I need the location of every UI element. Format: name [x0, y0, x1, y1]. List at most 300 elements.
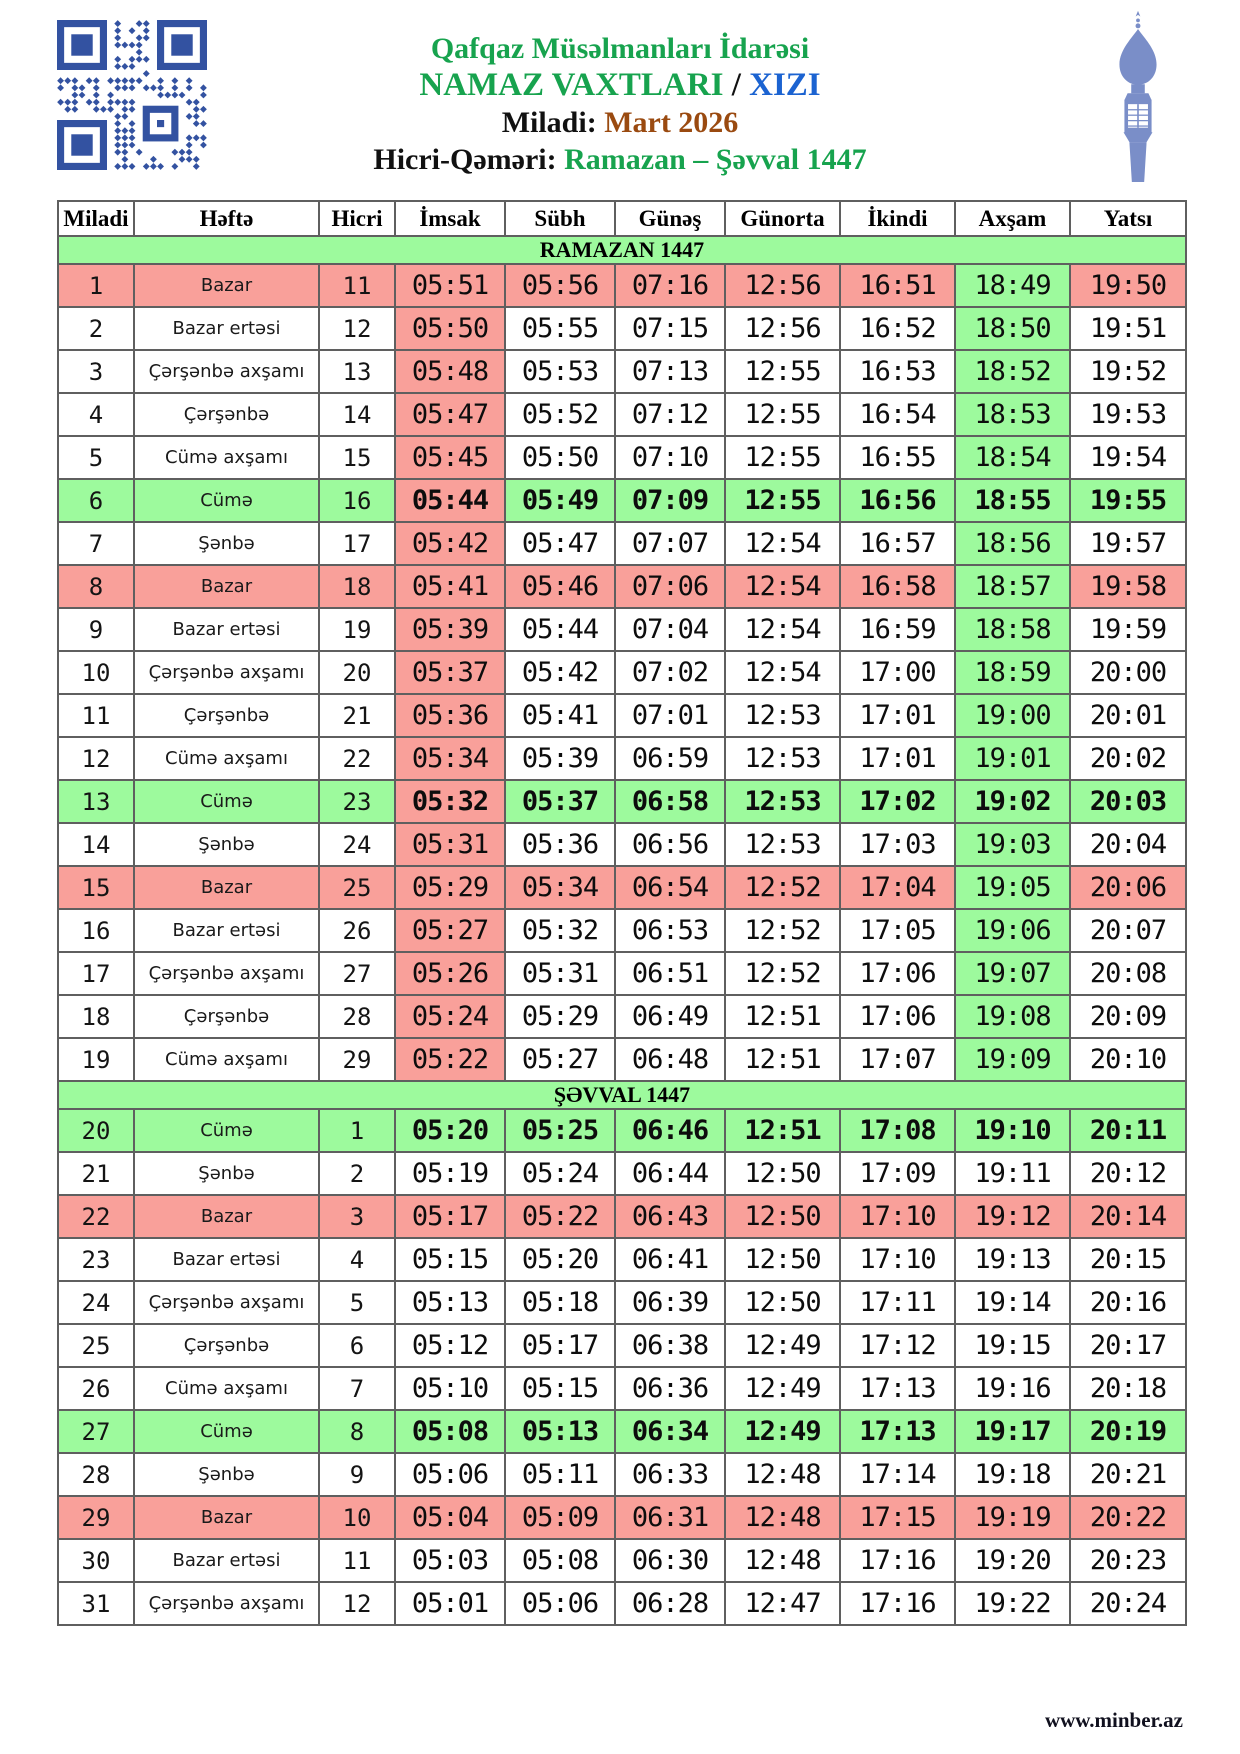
- time-cell: 05:47: [505, 522, 615, 565]
- section-title: ŞƏVVAL 1447: [58, 1081, 1186, 1109]
- time-cell: 05:24: [505, 1152, 615, 1195]
- hicri-line: [220, 141, 1020, 178]
- time-cell: 16:57: [840, 522, 955, 565]
- miladi-cell: 10: [58, 651, 134, 694]
- weekday-cell: Cümə axşamı: [134, 737, 319, 780]
- miladi-cell: 13: [58, 780, 134, 823]
- time-cell: 05:50: [395, 307, 505, 350]
- time-cell: 05:49: [505, 479, 615, 522]
- time-cell: 12:51: [725, 1109, 840, 1152]
- table-row: [58, 1238, 1186, 1281]
- weekday-cell: Şənbə: [134, 522, 319, 565]
- time-cell: 07:13: [615, 350, 725, 393]
- table-row: [58, 780, 1186, 823]
- time-cell: 20:17: [1070, 1324, 1186, 1367]
- page-header: [0, 0, 1240, 200]
- time-cell: 17:12: [840, 1324, 955, 1367]
- hicri-cell: 6: [319, 1324, 395, 1367]
- header-titles: [220, 30, 1020, 178]
- time-cell: 19:15: [955, 1324, 1070, 1367]
- time-cell: 19:16: [955, 1367, 1070, 1410]
- time-cell: 06:58: [615, 780, 725, 823]
- time-cell: 05:36: [505, 823, 615, 866]
- time-cell: 05:11: [505, 1453, 615, 1496]
- title-separator: /: [723, 67, 750, 103]
- time-cell: 06:31: [615, 1496, 725, 1539]
- time-cell: 05:32: [395, 780, 505, 823]
- time-cell: 05:27: [395, 909, 505, 952]
- weekday-cell: Cümə: [134, 479, 319, 522]
- miladi-cell: 6: [58, 479, 134, 522]
- miladi-cell: 29: [58, 1496, 134, 1539]
- miladi-cell: 26: [58, 1367, 134, 1410]
- weekday-cell: Cümə axşamı: [134, 436, 319, 479]
- time-cell: 05:52: [505, 393, 615, 436]
- time-cell: 05:17: [505, 1324, 615, 1367]
- time-cell: 12:55: [725, 479, 840, 522]
- time-cell: 19:19: [955, 1496, 1070, 1539]
- time-cell: 05:53: [505, 350, 615, 393]
- time-cell: 16:51: [840, 264, 955, 307]
- hicri-label: Hicri-Qəməri:: [373, 143, 565, 176]
- time-cell: 20:10: [1070, 1038, 1186, 1081]
- time-cell: 12:54: [725, 565, 840, 608]
- miladi-cell: 15: [58, 866, 134, 909]
- time-cell: 12:54: [725, 522, 840, 565]
- time-cell: 06:41: [615, 1238, 725, 1281]
- miladi-cell: 7: [58, 522, 134, 565]
- time-cell: 12:49: [725, 1324, 840, 1367]
- weekday-cell: Bazar: [134, 866, 319, 909]
- time-cell: 06:34: [615, 1410, 725, 1453]
- time-cell: 12:50: [725, 1281, 840, 1324]
- time-cell: 19:02: [955, 780, 1070, 823]
- time-cell: 20:24: [1070, 1582, 1186, 1625]
- table-row: [58, 909, 1186, 952]
- miladi-line: [220, 104, 1020, 141]
- column-header-row: [58, 201, 1186, 236]
- time-cell: 05:50: [505, 436, 615, 479]
- time-cell: 06:28: [615, 1582, 725, 1625]
- time-cell: 20:08: [1070, 952, 1186, 995]
- time-cell: 20:09: [1070, 995, 1186, 1038]
- column-header: İkindi: [840, 201, 955, 236]
- time-cell: 05:29: [505, 995, 615, 1038]
- weekday-cell: Bazar ertəsi: [134, 1539, 319, 1582]
- time-cell: 19:13: [955, 1238, 1070, 1281]
- weekday-cell: Çərşənbə: [134, 995, 319, 1038]
- weekday-cell: Cümə: [134, 780, 319, 823]
- miladi-cell: 22: [58, 1195, 134, 1238]
- hicri-cell: 12: [319, 1582, 395, 1625]
- time-cell: 06:51: [615, 952, 725, 995]
- column-header: Yatsı: [1070, 201, 1186, 236]
- table-body: [58, 236, 1186, 1625]
- time-cell: 12:49: [725, 1367, 840, 1410]
- time-cell: 12:54: [725, 651, 840, 694]
- time-cell: 05:51: [395, 264, 505, 307]
- hicri-cell: 11: [319, 264, 395, 307]
- hicri-cell: 25: [319, 866, 395, 909]
- miladi-cell: 14: [58, 823, 134, 866]
- time-cell: 18:50: [955, 307, 1070, 350]
- weekday-cell: Şənbə: [134, 1152, 319, 1195]
- weekday-cell: Cümə axşamı: [134, 1367, 319, 1410]
- hicri-cell: 5: [319, 1281, 395, 1324]
- time-cell: 05:18: [505, 1281, 615, 1324]
- time-cell: 05:20: [395, 1109, 505, 1152]
- time-cell: 05:01: [395, 1582, 505, 1625]
- time-cell: 19:51: [1070, 307, 1186, 350]
- time-cell: 19:07: [955, 952, 1070, 995]
- time-cell: 05:41: [505, 694, 615, 737]
- hicri-cell: 15: [319, 436, 395, 479]
- miladi-cell: 23: [58, 1238, 134, 1281]
- time-cell: 07:12: [615, 393, 725, 436]
- weekday-cell: Bazar ertəsi: [134, 909, 319, 952]
- time-cell: 17:00: [840, 651, 955, 694]
- time-cell: 20:00: [1070, 651, 1186, 694]
- time-cell: 19:01: [955, 737, 1070, 780]
- time-cell: 19:10: [955, 1109, 1070, 1152]
- column-header: İmsak: [395, 201, 505, 236]
- miladi-label: Miladi:: [501, 106, 605, 139]
- time-cell: 05:37: [395, 651, 505, 694]
- time-cell: 19:53: [1070, 393, 1186, 436]
- time-cell: 05:13: [505, 1410, 615, 1453]
- miladi-cell: 16: [58, 909, 134, 952]
- time-cell: 05:47: [395, 393, 505, 436]
- time-cell: 16:53: [840, 350, 955, 393]
- time-cell: 06:56: [615, 823, 725, 866]
- time-cell: 20:16: [1070, 1281, 1186, 1324]
- time-cell: 12:56: [725, 307, 840, 350]
- table-row: [58, 1496, 1186, 1539]
- time-cell: 17:03: [840, 823, 955, 866]
- time-cell: 16:55: [840, 436, 955, 479]
- time-cell: 16:52: [840, 307, 955, 350]
- time-cell: 05:04: [395, 1496, 505, 1539]
- weekday-cell: Bazar ertəsi: [134, 1238, 319, 1281]
- time-cell: 19:50: [1070, 264, 1186, 307]
- table-row: [58, 952, 1186, 995]
- table-row: [58, 522, 1186, 565]
- time-cell: 17:02: [840, 780, 955, 823]
- time-cell: 12:51: [725, 995, 840, 1038]
- miladi-cell: 2: [58, 307, 134, 350]
- time-cell: 05:24: [395, 995, 505, 1038]
- hicri-cell: 11: [319, 1539, 395, 1582]
- time-cell: 17:16: [840, 1539, 955, 1582]
- column-header: Günorta: [725, 201, 840, 236]
- miladi-cell: 8: [58, 565, 134, 608]
- time-cell: 17:10: [840, 1238, 955, 1281]
- time-cell: 12:52: [725, 866, 840, 909]
- table-row: [58, 651, 1186, 694]
- hicri-cell: 16: [319, 479, 395, 522]
- time-cell: 19:12: [955, 1195, 1070, 1238]
- weekday-cell: Çərşənbə: [134, 393, 319, 436]
- column-header: Sübh: [505, 201, 615, 236]
- time-cell: 05:27: [505, 1038, 615, 1081]
- time-cell: 17:16: [840, 1582, 955, 1625]
- weekday-cell: Çərşənbə axşamı: [134, 1281, 319, 1324]
- time-cell: 16:58: [840, 565, 955, 608]
- time-cell: 05:29: [395, 866, 505, 909]
- time-cell: 19:55: [1070, 479, 1186, 522]
- time-cell: 07:06: [615, 565, 725, 608]
- time-cell: 18:59: [955, 651, 1070, 694]
- time-cell: 06:30: [615, 1539, 725, 1582]
- miladi-cell: 5: [58, 436, 134, 479]
- time-cell: 12:50: [725, 1238, 840, 1281]
- time-cell: 05:37: [505, 780, 615, 823]
- hicri-cell: 26: [319, 909, 395, 952]
- column-header: Hicri: [319, 201, 395, 236]
- section-header-row: [58, 236, 1186, 264]
- time-cell: 18:56: [955, 522, 1070, 565]
- hicri-cell: 14: [319, 393, 395, 436]
- time-cell: 06:38: [615, 1324, 725, 1367]
- time-cell: 18:58: [955, 608, 1070, 651]
- qr-code-icon: [57, 20, 207, 170]
- time-cell: 12:50: [725, 1152, 840, 1195]
- time-cell: 17:08: [840, 1109, 955, 1152]
- time-cell: 17:10: [840, 1195, 955, 1238]
- time-cell: 18:49: [955, 264, 1070, 307]
- hicri-cell: 19: [319, 608, 395, 651]
- table-row: [58, 1453, 1186, 1496]
- time-cell: 20:06: [1070, 866, 1186, 909]
- time-cell: 17:13: [840, 1367, 955, 1410]
- time-cell: 20:23: [1070, 1539, 1186, 1582]
- time-cell: 07:07: [615, 522, 725, 565]
- table-row: [58, 264, 1186, 307]
- time-cell: 18:53: [955, 393, 1070, 436]
- time-cell: 19:05: [955, 866, 1070, 909]
- time-cell: 17:04: [840, 866, 955, 909]
- prayer-times-table-wrap: [57, 200, 1185, 1626]
- table-row: [58, 479, 1186, 522]
- table-row: [58, 1324, 1186, 1367]
- table-row: [58, 1195, 1186, 1238]
- hicri-cell: 9: [319, 1453, 395, 1496]
- weekday-cell: Çərşənbə: [134, 1324, 319, 1367]
- weekday-cell: Çərşənbə axşamı: [134, 350, 319, 393]
- time-cell: 17:11: [840, 1281, 955, 1324]
- hicri-cell: 4: [319, 1238, 395, 1281]
- page-title: [220, 67, 1020, 104]
- time-cell: 05:46: [505, 565, 615, 608]
- table-row: [58, 1539, 1186, 1582]
- city-name: XIZI: [749, 67, 821, 103]
- time-cell: 12:53: [725, 780, 840, 823]
- weekday-cell: Bazar: [134, 1195, 319, 1238]
- time-cell: 12:55: [725, 436, 840, 479]
- time-cell: 19:52: [1070, 350, 1186, 393]
- time-cell: 05:32: [505, 909, 615, 952]
- hicri-value: Ramazan – Şəvval 1447: [564, 143, 867, 176]
- time-cell: 05:12: [395, 1324, 505, 1367]
- time-cell: 19:59: [1070, 608, 1186, 651]
- time-cell: 05:22: [395, 1038, 505, 1081]
- table-row: [58, 694, 1186, 737]
- miladi-value: Mart 2026: [604, 106, 739, 139]
- table-row: [58, 436, 1186, 479]
- table-row: [58, 307, 1186, 350]
- time-cell: 05:41: [395, 565, 505, 608]
- table-row: [58, 608, 1186, 651]
- time-cell: 12:48: [725, 1496, 840, 1539]
- time-cell: 20:12: [1070, 1152, 1186, 1195]
- miladi-cell: 4: [58, 393, 134, 436]
- time-cell: 17:13: [840, 1410, 955, 1453]
- time-cell: 05:13: [395, 1281, 505, 1324]
- time-cell: 19:03: [955, 823, 1070, 866]
- time-cell: 12:55: [725, 350, 840, 393]
- time-cell: 17:05: [840, 909, 955, 952]
- miladi-cell: 1: [58, 264, 134, 307]
- section-title: RAMAZAN 1447: [58, 236, 1186, 264]
- time-cell: 05:34: [505, 866, 615, 909]
- time-cell: 05:26: [395, 952, 505, 995]
- miladi-cell: 20: [58, 1109, 134, 1152]
- miladi-cell: 24: [58, 1281, 134, 1324]
- time-cell: 12:47: [725, 1582, 840, 1625]
- column-header: Günəş: [615, 201, 725, 236]
- table-row: [58, 350, 1186, 393]
- time-cell: 06:53: [615, 909, 725, 952]
- time-cell: 05:03: [395, 1539, 505, 1582]
- page-title-text: NAMAZ VAXTLARI: [419, 67, 724, 103]
- time-cell: 20:01: [1070, 694, 1186, 737]
- time-cell: 19:11: [955, 1152, 1070, 1195]
- hicri-cell: 29: [319, 1038, 395, 1081]
- time-cell: 12:53: [725, 737, 840, 780]
- time-cell: 19:22: [955, 1582, 1070, 1625]
- time-cell: 20:15: [1070, 1238, 1186, 1281]
- column-header: Həftə: [134, 201, 319, 236]
- time-cell: 18:55: [955, 479, 1070, 522]
- time-cell: 05:19: [395, 1152, 505, 1195]
- time-cell: 05:42: [505, 651, 615, 694]
- time-cell: 05:48: [395, 350, 505, 393]
- time-cell: 05:15: [395, 1238, 505, 1281]
- miladi-cell: 9: [58, 608, 134, 651]
- weekday-cell: Bazar: [134, 1496, 319, 1539]
- time-cell: 05:34: [395, 737, 505, 780]
- table-row: [58, 737, 1186, 780]
- hicri-cell: 18: [319, 565, 395, 608]
- weekday-cell: Bazar: [134, 565, 319, 608]
- time-cell: 20:21: [1070, 1453, 1186, 1496]
- time-cell: 20:11: [1070, 1109, 1186, 1152]
- time-cell: 19:09: [955, 1038, 1070, 1081]
- hicri-cell: 8: [319, 1410, 395, 1453]
- time-cell: 12:50: [725, 1195, 840, 1238]
- time-cell: 19:58: [1070, 565, 1186, 608]
- time-cell: 05:25: [505, 1109, 615, 1152]
- table-row: [58, 393, 1186, 436]
- time-cell: 05:55: [505, 307, 615, 350]
- time-cell: 06:59: [615, 737, 725, 780]
- time-cell: 16:54: [840, 393, 955, 436]
- time-cell: 19:20: [955, 1539, 1070, 1582]
- time-cell: 06:36: [615, 1367, 725, 1410]
- hicri-cell: 20: [319, 651, 395, 694]
- time-cell: 17:06: [840, 952, 955, 995]
- hicri-cell: 27: [319, 952, 395, 995]
- time-cell: 12:54: [725, 608, 840, 651]
- weekday-cell: Cümə: [134, 1410, 319, 1453]
- time-cell: 07:02: [615, 651, 725, 694]
- time-cell: 06:46: [615, 1109, 725, 1152]
- time-cell: 05:08: [505, 1539, 615, 1582]
- time-cell: 06:33: [615, 1453, 725, 1496]
- time-cell: 20:22: [1070, 1496, 1186, 1539]
- weekday-cell: Bazar: [134, 264, 319, 307]
- time-cell: 17:01: [840, 737, 955, 780]
- table-row: [58, 995, 1186, 1038]
- time-cell: 19:06: [955, 909, 1070, 952]
- qr-code-svg: [57, 20, 207, 170]
- footer-site: www.minber.az: [1044, 1708, 1183, 1732]
- time-cell: 19:17: [955, 1410, 1070, 1453]
- hicri-cell: 21: [319, 694, 395, 737]
- time-cell: 19:14: [955, 1281, 1070, 1324]
- time-cell: 20:18: [1070, 1367, 1186, 1410]
- hicri-cell: 22: [319, 737, 395, 780]
- miladi-cell: 12: [58, 737, 134, 780]
- time-cell: 19:57: [1070, 522, 1186, 565]
- time-cell: 07:09: [615, 479, 725, 522]
- miladi-cell: 28: [58, 1453, 134, 1496]
- time-cell: 07:15: [615, 307, 725, 350]
- time-cell: 17:07: [840, 1038, 955, 1081]
- weekday-cell: Şənbə: [134, 823, 319, 866]
- time-cell: 05:31: [395, 823, 505, 866]
- time-cell: 12:56: [725, 264, 840, 307]
- time-cell: 12:53: [725, 823, 840, 866]
- table-row: [58, 1410, 1186, 1453]
- time-cell: 07:01: [615, 694, 725, 737]
- time-cell: 12:52: [725, 909, 840, 952]
- miladi-cell: 25: [58, 1324, 134, 1367]
- table-row: [58, 1109, 1186, 1152]
- time-cell: 05:15: [505, 1367, 615, 1410]
- table-row: [58, 1152, 1186, 1195]
- time-cell: 06:49: [615, 995, 725, 1038]
- time-cell: 20:04: [1070, 823, 1186, 866]
- table-row: [58, 866, 1186, 909]
- hicri-cell: 3: [319, 1195, 395, 1238]
- table-row: [58, 565, 1186, 608]
- time-cell: 16:56: [840, 479, 955, 522]
- time-cell: 16:59: [840, 608, 955, 651]
- time-cell: 20:03: [1070, 780, 1186, 823]
- time-cell: 20:07: [1070, 909, 1186, 952]
- miladi-cell: 30: [58, 1539, 134, 1582]
- table-row: [58, 1367, 1186, 1410]
- miladi-cell: 27: [58, 1410, 134, 1453]
- time-cell: 06:39: [615, 1281, 725, 1324]
- time-cell: 05:31: [505, 952, 615, 995]
- time-cell: 05:06: [395, 1453, 505, 1496]
- minaret-icon: [1088, 10, 1188, 182]
- weekday-cell: Çərşənbə axşamı: [134, 952, 319, 995]
- section-header-row: [58, 1081, 1186, 1109]
- time-cell: 20:19: [1070, 1410, 1186, 1453]
